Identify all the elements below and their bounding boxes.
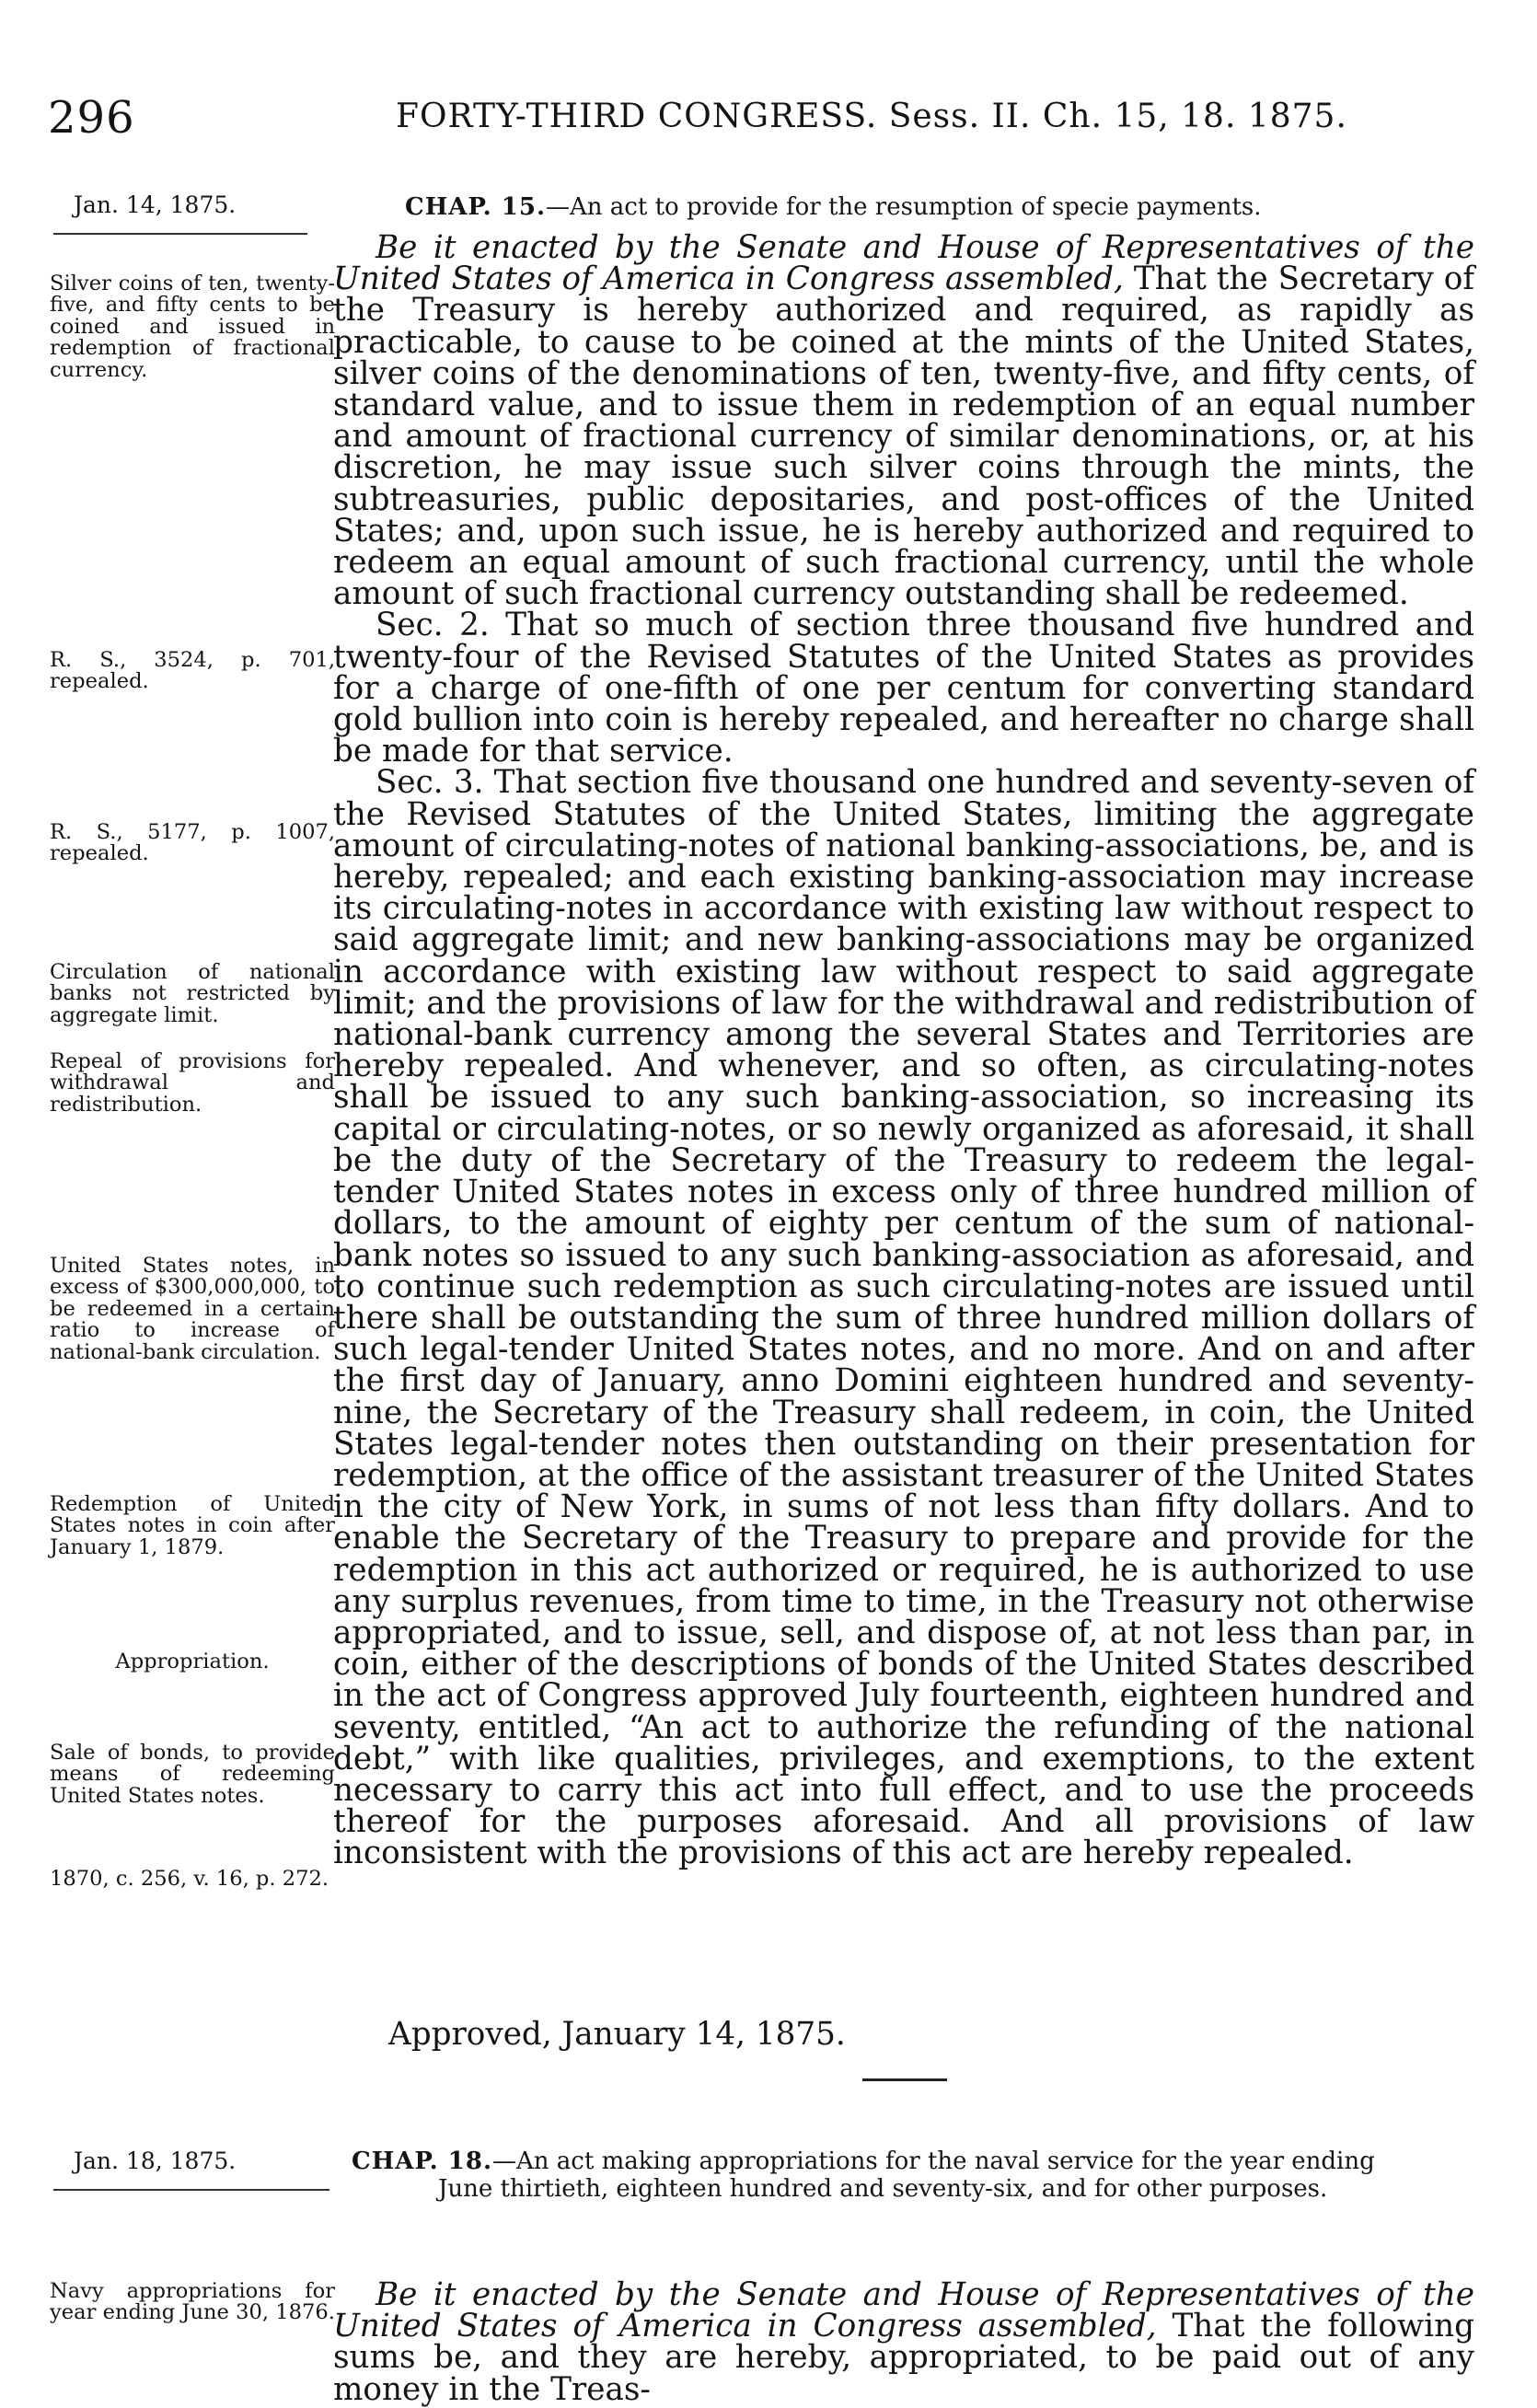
chapter-15-title-text: —An act to provide for the resumption of specie payments. [546,193,1262,221]
chapter-15-approved: Approved, January 14, 1875. [388,2016,846,2053]
chapter-18-date-rule [53,2189,329,2191]
margin-note-rs-3524: R. S., 3524, p. 701, repealed. [50,648,335,694]
chapter-15-body [333,229,1475,1872]
chapter-18-title-line1: —An act making appropriations for the naval service for the year ending [492,2148,1375,2175]
margin-note-statute-1870: 1870, c. 256, v. 16, p. 272. [50,1867,329,1891]
chapter-18-label: CHAP. 18. [352,2148,493,2175]
margin-note-appropriation: Appropriation. [115,1650,270,1673]
chapter-15-date: Jan. 14, 1875. [74,191,237,218]
chapter-18-enacting-clause: Be it enacted by the Senate and House of Representatives of the United States of America in Congress assembled, [333,2276,1474,2345]
chapter-15-section-1-text: That the Secretary of the Treasury is hereby authorized and required, as rapidly as practicable, to cause to be coined at the mints of the United States, silver coins of the denominations of ten, twenty-five, and fifty cents, of standard value, and to issue them in redemption of an equal number and amount of fractional currency of similar denominations, or, at his discretion, he may issue such silver coins through the mints, the subtreasuries, public depositaries, and post-offices of the United States; and, upon such issue, he is hereby authorized and required to redeem an equal amount of such fractional currency, until the whole amount of such fractional currency outstanding shall be redeemed. [333,260,1475,613]
margin-note-circulation: Circulation of national banks not restricted by aggregate limit. [50,960,335,1027]
running-head: FORTY-THIRD CONGRESS. Sess. II. Ch. 15, 18. 1875. [396,98,1347,135]
margin-note-navy: Navy appropriations for year ending June 30, 1876. [50,2279,335,2325]
margin-note-redemption-coin: Redemption of United States notes in coin after January 1, 1879. [50,1492,335,1559]
chapter-15-title [405,193,1463,221]
chapter-15-label: CHAP. 15. [405,193,547,221]
margin-note-repeal-withdrawal: Repeal of provisions for withdrawal and redistribution. [50,1049,335,1117]
chapter-15-date-rule [53,233,307,235]
chapter-15-enacting-clause: Be it enacted by the Senate and House of Representatives of the United States of America in Congress assembled, [333,229,1474,298]
chapter-18-date: Jan. 18, 1875. [74,2148,237,2174]
chapter-18-section-1 [333,2276,1475,2408]
page-number: 296 [48,92,135,144]
margin-note-silver-coins: Silver coins of ten, twenty-five, and fifty cents to be coined and issued in redemption of fractional currency. [50,272,335,382]
chapter-15-section-2: Sec. 2. That so much of section three thousand five hundred and twenty-four of the Revised Statutes of the United States as provides for a charge of one-fifth of one per centum for converting standard gold bullion into coin is hereby repealed, and hereafter no charge shall be made for that service. [333,607,1474,770]
chapter-18-title [352,2148,1474,2203]
chapter-15-section-3: Sec. 3. That section five thousand one hundred and seventy-seven of the Revised Statutes of the United States, limiting the aggregate amount of circulating-notes of national banking-associations, be, and is hereby, repealed; and each existing banking-association may increase its circulating-notes in accordance with existing law without respect to said aggregate limit; and new banking-associations may be organized in accordance with existing law without respect to said aggregate limit; and the provisions of law for the withdrawal and redistribution of national-bank currency among the several States and Territories are hereby repealed. And whenever, and so often, as circulating-notes shall be issued to any such banking-association, so increasing its capital or circulating-notes, or so newly organized as aforesaid, it shall be the duty of the Secretary of the Treasury to redeem the legal-tender United States notes in excess only of three hundred million of dollars, to the amount of eighty per centum of the sum of national-bank notes so issued to any such banking-association as aforesaid, and to continue such redemption as such circulating-notes are issued until there shall be outstanding the sum of three hundred million dollars of such legal-tender United States notes, and no more. And on and after the first day of January, anno Domini eighteen hundred and seventy-nine, the Secretary of the Treasury shall redeem, in coin, the United States legal-tender notes then outstanding on their presentation for redemption, at the office of the assistant treasurer of the United States in the city of New York, in sums of not less than fifty dollars. And to enable the Secretary of the Treasury to prepare and provide for the redemption in this act authorized or required, he is authorized to use any surplus revenues, from time to time, in the Treasury not otherwise appropriated, and to issue, sell, and dispose of, at not less than par, in coin, either of the descriptions of bonds of the United States described in the act of Congress approved July fourteenth, eighteen hundred and seventy, entitled, “An act to authorize the refunding of the national debt,” with like qualities, privileges, and exemptions, to the extent necessary to carry this act into full effect, and to use the proceeds thereof for the purposes aforesaid. And all provisions of law inconsistent with the provisions of this act are hereby repealed. [333,764,1474,1872]
chapter-15-section-1 [333,229,1475,613]
margin-note-sale-of-bonds: Sale of bonds, to provide means of redeeming United States notes. [50,1741,335,1808]
margin-note-us-notes: United States notes, in excess of $300,000,000, to be redeemed in a certain ratio to increase of national-bank circulation. [50,1254,335,1364]
chapter-18-body [333,2276,1475,2408]
chapter-divider [862,2078,947,2081]
chapter-18-title-line2: June thirtieth, eighteen hundred and seventy-six, and for other purposes. [438,2175,1328,2203]
chapter-18-text: That the following sums be, and they are hereby, appropriated, to be paid out of any money in the Treas- [333,2308,1475,2408]
margin-note-rs-5177: R. S., 5177, p. 1007, repealed. [50,820,335,866]
